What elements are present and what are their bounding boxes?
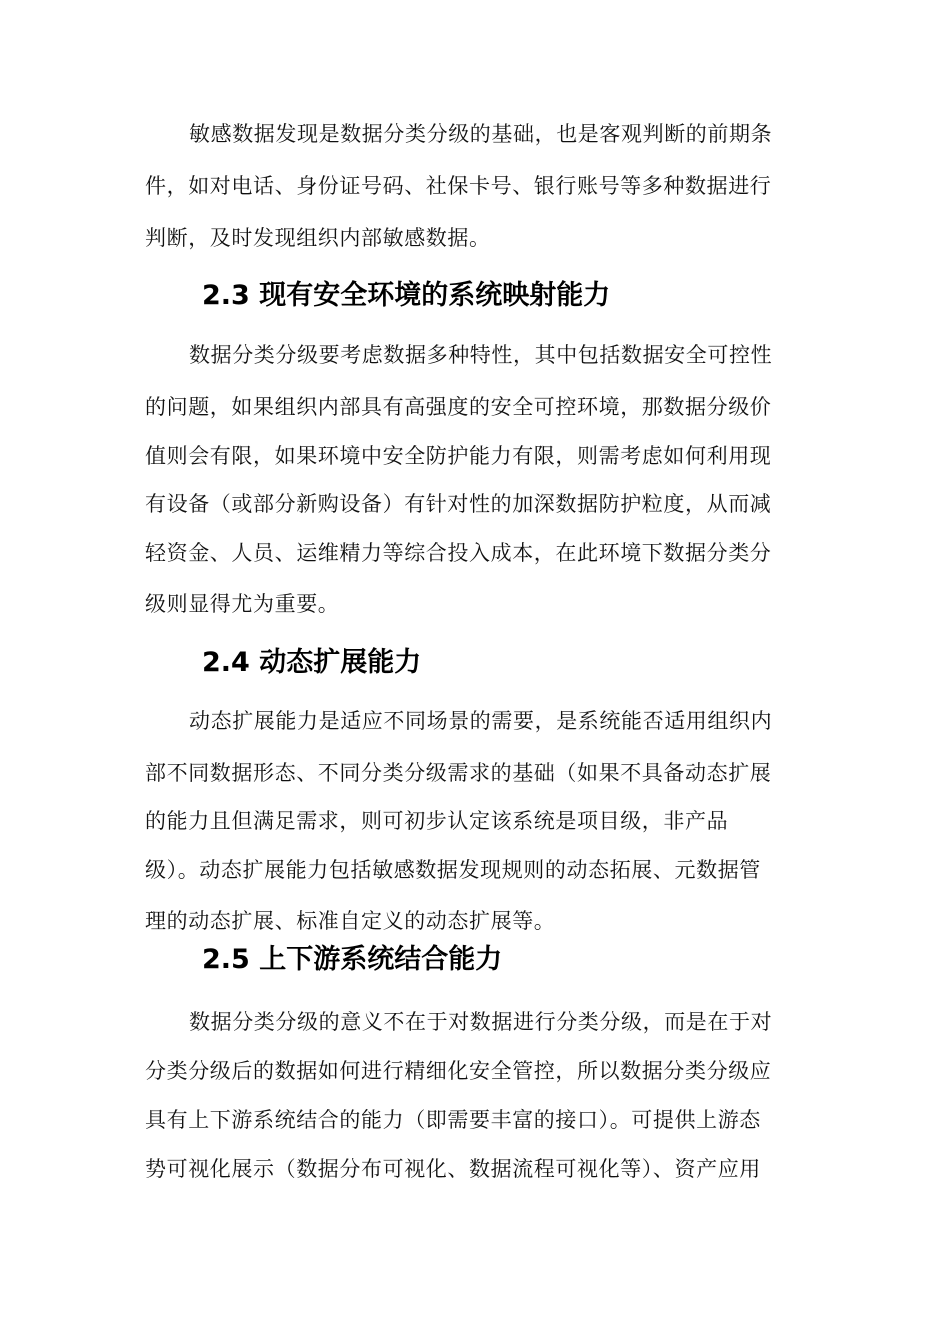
paragraph-line: 级则显得尤为重要。 bbox=[145, 592, 340, 616]
paragraph-line: 件，如对电话、身份证号码、社保卡号、银行账号等多种数据进行 bbox=[145, 174, 772, 198]
paragraph-line: 判断，及时发现组织内部敏感数据。 bbox=[145, 226, 491, 250]
paragraph-line: 值则会有限，如果环境中安全防护能力有限，则需考虑如何利用现 bbox=[145, 444, 772, 468]
paragraph-line: 分类分级后的数据如何进行精细化安全管控，所以数据分类分级应 bbox=[145, 1059, 772, 1083]
section-heading-2-5: 2.5 上下游系统结合能力 bbox=[202, 944, 503, 975]
paragraph-line: 级）。动态扩展能力包括敏感数据发现规则的动态拓展、元数据管 bbox=[145, 858, 761, 882]
paragraph-line: 轻资金、人员、运维精力等综合投入成本，在此环境下数据分类分 bbox=[145, 541, 772, 565]
paragraph-line: 敏感数据发现是数据分类分级的基础，也是客观判断的前期条 bbox=[189, 122, 773, 146]
paragraph-line: 数据分类分级要考虑数据多种特性，其中包括数据安全可控性 bbox=[189, 343, 773, 367]
paragraph-line: 具有上下游系统结合的能力（即需要丰富的接口）。可提供上游态 bbox=[145, 1108, 761, 1132]
paragraph-line: 的能力且但满足需求，则可初步认定该系统是项目级，非产品 bbox=[145, 809, 729, 833]
paragraph-line: 有设备（或部分新购设备）有针对性的加深数据防护粒度，从而减 bbox=[145, 492, 772, 516]
section-heading-2-3: 2.3 现有安全环境的系统映射能力 bbox=[202, 280, 611, 311]
paragraph-line: 势可视化展示（数据分布可视化、数据流程可视化等）、资产应用 bbox=[145, 1157, 761, 1181]
paragraph-line: 理的动态扩展、标准自定义的动态扩展等。 bbox=[145, 909, 556, 933]
section-heading-2-4: 2.4 动态扩展能力 bbox=[202, 647, 422, 678]
paragraph-line: 部不同数据形态、不同分类分级需求的基础（如果不具备动态扩展 bbox=[145, 761, 772, 785]
paragraph-line: 动态扩展能力是适应不同场景的需要，是系统能否适用组织内 bbox=[189, 709, 773, 733]
paragraph-line: 的问题，如果组织内部具有高强度的安全可控环境，那数据分级价 bbox=[145, 395, 772, 419]
paragraph-line: 数据分类分级的意义不在于对数据进行分类分级，而是在于对 bbox=[189, 1010, 773, 1034]
